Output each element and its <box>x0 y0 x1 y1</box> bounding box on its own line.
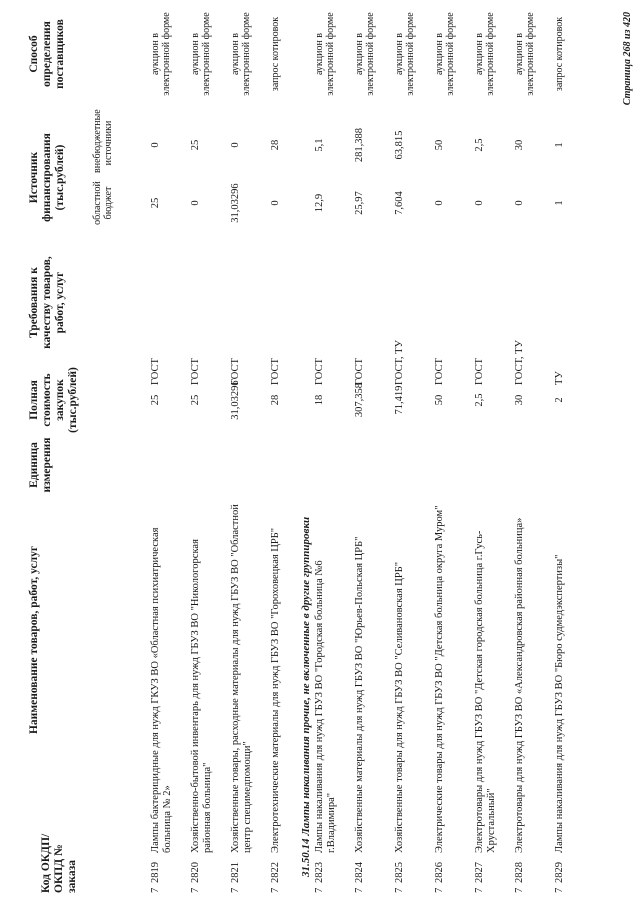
row-order-number: 2828 <box>514 862 525 883</box>
row-extra: 2,5 <box>474 138 485 152</box>
row-regional: 0 <box>270 200 281 206</box>
row-order-number: 2825 <box>394 862 405 883</box>
row-total: 31,03296 <box>230 380 241 420</box>
row-order-number: 2827 <box>474 862 485 883</box>
header-name: Наименование товаров, работ, услуг <box>28 545 40 735</box>
row-code: 7 <box>270 887 281 893</box>
row-method: аукцион в электронной форме <box>314 12 336 96</box>
row-method: запрос котировок <box>554 16 565 92</box>
row-name: Электрические товары для нужд ГБУЗ ВО "Детская больница округа Муром" <box>434 505 445 853</box>
row-name: Лампы накаливания для нужд ГБУЗ ВО "Городская больница №6 г.Владимира" <box>314 560 337 853</box>
row-extra: 5,1 <box>314 138 325 152</box>
row-extra: 50 <box>434 139 445 151</box>
row-total: 71,419 <box>394 385 405 415</box>
row-requirements: ГОСТ <box>354 358 365 385</box>
row-requirements: ТУ <box>554 371 565 385</box>
row-total: 307,358 <box>354 382 365 418</box>
row-total: 30 <box>514 394 525 406</box>
row-total: 28 <box>270 394 281 406</box>
header-funding-source: Источник финансирования (тыс.рублей) <box>28 133 66 222</box>
row-extra: 0 <box>230 142 241 148</box>
row-order-number: 2826 <box>434 862 445 883</box>
row-requirements: ГОСТ <box>270 358 281 385</box>
row-regional: 0 <box>190 200 201 206</box>
row-total: 50 <box>434 394 445 406</box>
row-regional: 25 <box>150 197 161 209</box>
row-code: 7 <box>554 887 565 893</box>
row-order-number: 2823 <box>314 862 325 883</box>
row-code: 7 <box>314 887 325 893</box>
row-regional: 1 <box>554 200 565 206</box>
row-code: 7 <box>514 887 525 893</box>
row-name: Лампы накаливания для нужд ГБУЗ ВО "Бюро судмедэкспертизы" <box>554 554 565 853</box>
row-code: 7 <box>230 887 241 893</box>
row-code: 7 <box>474 887 485 893</box>
row-method: аукцион в электронной форме <box>434 12 456 96</box>
row-method: аукцион в электронной форме <box>394 12 416 96</box>
row-code: 7 <box>354 887 365 893</box>
row-order-number: 2819 <box>150 862 161 883</box>
header-method: Способ определения поставщиков <box>28 19 66 89</box>
row-total: 2,5 <box>474 393 485 407</box>
row-order-number: 2829 <box>554 862 565 883</box>
row-regional: 7,604 <box>394 191 405 215</box>
row-code: 7 <box>434 887 445 893</box>
row-total: 25 <box>190 394 201 406</box>
row-regional: 12,9 <box>314 193 325 213</box>
section-heading: 31.50.14 Лампы накаливания прочие, не включенные в другие группировки <box>300 516 312 877</box>
row-name: Хозяйственные материалы для нужд ГБУЗ ВО "Юрьев-Польская ЦРБ" <box>354 536 365 853</box>
row-order-number: 2821 <box>230 862 241 883</box>
row-requirements: ГОСТ <box>474 358 485 385</box>
row-regional: 31,03296 <box>230 183 241 223</box>
row-extra: 1 <box>554 142 565 148</box>
row-requirements: ГОСТ, ТУ <box>514 340 525 385</box>
row-name: Электротовары для нужд ГБУЗ ВО «Александровская районная больница» <box>514 517 525 853</box>
row-requirements: ГОСТ <box>434 358 445 385</box>
row-name: Электротовары для нужд ГБУЗ ВО "Детская городская больница г.Гусь-Хрустальный" <box>474 530 497 853</box>
row-requirements: ГОСТ <box>230 358 241 385</box>
row-name: Хозяйственные товары, расходные материалы для нужд ГБУЗ ВО "Областной центр специмедпомощи" <box>230 504 253 853</box>
row-method: аукцион в электронной форме <box>354 12 376 96</box>
row-name: Хозяйственные товары для нужд ГБУЗ ВО "Селивановская ЦРБ" <box>394 561 405 853</box>
row-requirements: ГОСТ <box>190 358 201 385</box>
header-requirements: Требования к качеству товаров, работ, услуг <box>28 256 66 349</box>
header-code: Код ОКДП/ ОКПД № заказа <box>40 833 78 893</box>
row-requirements: ГОСТ <box>314 358 325 385</box>
row-extra: 63,815 <box>394 130 405 160</box>
row-total: 2 <box>554 397 565 403</box>
row-regional: 0 <box>434 200 445 206</box>
row-method: аукцион в электронной форме <box>190 12 212 96</box>
row-name: Хозяйственно-бытовой инвентарь для нужд ГБУЗ ВО "Никологорская районная больница" <box>190 539 213 853</box>
row-requirements: ГОСТ, ТУ <box>394 340 405 385</box>
row-extra: 281,388 <box>354 127 365 163</box>
row-requirements: ГОСТ <box>150 358 161 385</box>
row-extra: 30 <box>514 139 525 151</box>
row-code: 7 <box>394 887 405 893</box>
row-method: аукцион в электронной форме <box>474 12 496 96</box>
row-extra: 28 <box>270 139 281 151</box>
row-total: 18 <box>314 394 325 406</box>
header-total-cost: Полная стоимость закупок (тыс.рублей) <box>28 367 79 433</box>
row-order-number: 2820 <box>190 862 201 883</box>
row-method: запрос котировок <box>270 16 281 92</box>
row-order-number: 2824 <box>354 862 365 883</box>
row-order-number: 2822 <box>270 862 281 883</box>
row-regional: 25,97 <box>354 191 365 215</box>
row-total: 25 <box>150 394 161 406</box>
row-extra: 25 <box>190 139 201 151</box>
row-extra: 0 <box>150 142 161 148</box>
row-regional: 0 <box>474 200 485 206</box>
row-name: Электротехнические материалы для нужд ГБУЗ ВО "Гороховецкая ЦРБ" <box>270 527 281 853</box>
header-funding-extrabudget: внебюджетные источники <box>92 109 114 173</box>
header-unit: Единица измерения <box>28 437 53 493</box>
row-method: аукцион в электронной форме <box>150 12 172 96</box>
row-code: 7 <box>150 887 161 893</box>
header-funding-regional: областной бюджет <box>92 181 114 225</box>
row-method: аукцион в электронной форме <box>514 12 536 96</box>
row-code: 7 <box>190 887 201 893</box>
row-method: аукцион в электронной форме <box>230 12 252 96</box>
row-regional: 0 <box>514 200 525 206</box>
row-name: Лампы бактерицидные для нужд ГКУЗ ВО «Областная психиатрическая больница № 2» <box>150 527 173 853</box>
page-number-footer: Страница 268 из 420 <box>622 12 633 106</box>
